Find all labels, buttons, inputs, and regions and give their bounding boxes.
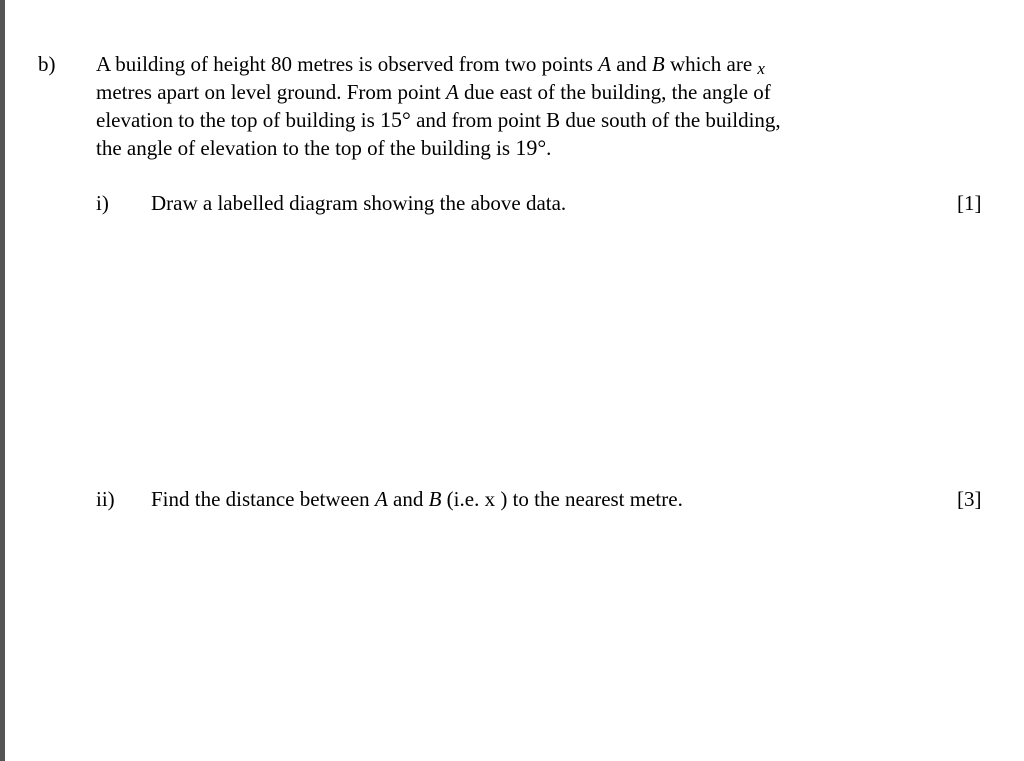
question-text: and from point B due south of the building, [410,108,781,132]
subpart-ii-label: ii) [96,487,115,511]
point-a-symbol: A [598,52,612,76]
variable-x: x [757,59,765,78]
point-a-symbol: A [445,80,459,104]
question-text: and [387,487,429,511]
point-a-symbol: A [374,487,388,511]
question-text: and [611,52,652,76]
question-text: . [546,136,552,160]
question-line-1 [96,50,765,80]
question-line-4 [96,134,551,162]
question-line-3 [96,106,781,134]
question-text: (i.e. x ) to the nearest metre. [441,487,683,511]
subpart-i-text: Draw a labelled diagram showing the above data. [151,191,567,215]
question-text: due east of the building, the angle of [458,80,771,104]
subpart-ii-marks: [3] [957,487,982,511]
angle-a-value: 15° [380,107,411,132]
left-page-border [0,0,5,761]
question-text: metres apart on level ground. From point [96,80,446,104]
point-b-symbol: B [651,52,665,76]
subpart-i-label: i) [96,191,109,215]
question-text: the angle of elevation to the top of the building is [96,136,516,160]
question-line-2 [96,78,771,106]
angle-b-value: 19° [515,135,547,160]
point-b-symbol: B [428,487,442,511]
subpart-ii-text [151,485,683,513]
question-text: which are [664,52,758,76]
question-text: elevation to the top of building is [96,108,381,132]
subpart-i-marks: [1] [957,191,982,215]
question-text: Find the distance between [151,487,375,511]
question-text: A building of height 80 metres is observed from two points [96,52,599,76]
part-label: b) [38,52,56,76]
